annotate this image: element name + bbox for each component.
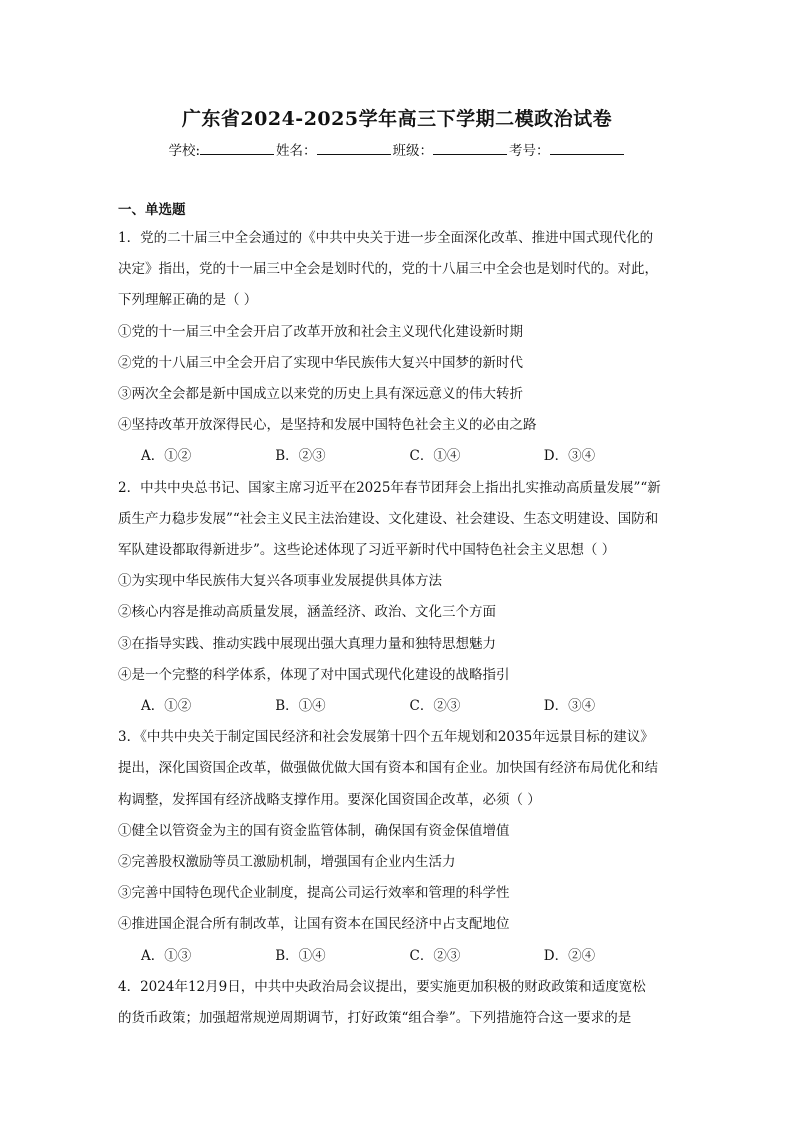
question-stem-line: 3．《中共中央关于制定国民经济和社会发展第十四个五年规划和2035年远景目标的建议》 xyxy=(118,729,654,746)
exam-content xyxy=(118,201,678,1034)
statement-4: ④推进国企混合所有制改革，让国有资本在国民经济中占支配地位 xyxy=(118,916,510,933)
option-a: A．①② xyxy=(141,698,192,715)
question-4 xyxy=(118,972,678,1034)
question-stem-line: 质生产力稳步发展”“社会主义民主法治建设、文化建设、社会建设、生态文明建设、国防和 xyxy=(118,510,659,527)
option-c: C．②③ xyxy=(409,698,461,715)
name-blank xyxy=(317,141,391,155)
statement-3: ③完善中国特色现代企业制度，提高公司运行效率和管理的科学性 xyxy=(118,885,510,902)
question-3 xyxy=(118,722,678,972)
statement-3: ③在指导实践、推动实践中展现出强大真理力量和独特思想魅力 xyxy=(118,635,496,652)
option-d: D．③④ xyxy=(543,698,596,715)
statement-2: ②完善股权激励等员工激励机制，增强国有企业内生活力 xyxy=(118,854,456,871)
class-label: 班级： xyxy=(392,143,434,159)
answer-options xyxy=(118,441,678,472)
option-c: C．①④ xyxy=(409,448,461,465)
name-label: 姓名： xyxy=(276,143,317,159)
statement-1: ①健全以管资金为主的国有资金监管体制，确保国有资金保值增值 xyxy=(118,822,510,839)
question-stem-line: 决定》指出，党的十一届三中全会是划时代的，党的十八届三中全会也是划时代的。对此， xyxy=(118,261,658,278)
question-stem-line: 1．党的二十届三中全会通过的《中共中央关于进一步全面深化改革、推进中国式现代化的 xyxy=(118,230,654,246)
statement-2: ②党的十八届三中全会开启了实现中华民族伟大复兴中国梦的新时代 xyxy=(118,354,523,371)
option-d: D．③④ xyxy=(543,448,596,465)
question-stem-line: 的货币政策；加强超常规逆周期调节，打好政策“组合拳”。下列措施符合这一要求的是 xyxy=(118,1010,632,1027)
id-blank xyxy=(550,141,624,155)
question-1 xyxy=(118,223,678,473)
question-stem-line: 构调整，发挥国有经济战略支撑作用。要深化国资国企改革，必须（ ） xyxy=(118,791,541,808)
section-heading: 一、单选题 xyxy=(118,202,186,218)
option-a: A．①③ xyxy=(141,947,192,964)
statement-1: ①为实现中华民族伟大复兴各项事业发展提供具体方法 xyxy=(118,573,442,590)
statement-4: ④坚持改革开放深得民心，是坚持和发展中国特色社会主义的必由之路 xyxy=(118,417,537,434)
student-info-line xyxy=(0,139,794,159)
option-c: C．②③ xyxy=(409,947,461,964)
statement-4: ④是一个完整的科学体系，体现了对中国式现代化建设的战略指引 xyxy=(118,666,510,683)
statement-1: ①党的十一届三中全会开启了改革开放和社会主义现代化建设新时期 xyxy=(118,323,523,340)
option-b: B．②③ xyxy=(275,448,326,465)
school-blank xyxy=(200,141,274,155)
id-label: 考号： xyxy=(509,143,550,159)
answer-options xyxy=(118,941,678,972)
option-b: B．①④ xyxy=(275,698,326,715)
class-blank xyxy=(433,141,507,155)
question-stem-line: 4．2024年12月9日，中共中央政治局会议提出，要实施更加积极的财政政策和适度宽松 xyxy=(118,978,646,995)
question-stem-line: 2．中共中央总书记、国家主席习近平在2025年春节团拜会上指出扎实推动高质量发展”“新 xyxy=(118,479,661,496)
question-stem-line: 下列理解正确的是（ ） xyxy=(118,292,258,309)
answer-options xyxy=(118,691,678,722)
question-stem-line: 提出，深化国资国企改革，做强做优做大国有资本和国有企业。加快国有经济布局优化和结 xyxy=(118,760,658,777)
option-a: A．①② xyxy=(141,448,192,465)
statement-2: ②核心内容是推动高质量发展，涵盖经济、政治、文化三个方面 xyxy=(118,604,496,621)
option-b: B．①④ xyxy=(275,947,326,964)
school-label: 学校: xyxy=(168,143,201,159)
option-d: D．②④ xyxy=(543,947,596,964)
question-stem-line: 军队建设都取得新进步”。这些论述体现了习近平新时代中国特色社会主义思想（ ） xyxy=(118,542,616,559)
exam-title: 广东省2024-2025学年高三下学期二模政治试卷 xyxy=(181,108,613,130)
question-2 xyxy=(118,473,678,723)
statement-3: ③两次全会都是新中国成立以来党的历史上具有深远意义的伟大转折 xyxy=(118,386,523,403)
